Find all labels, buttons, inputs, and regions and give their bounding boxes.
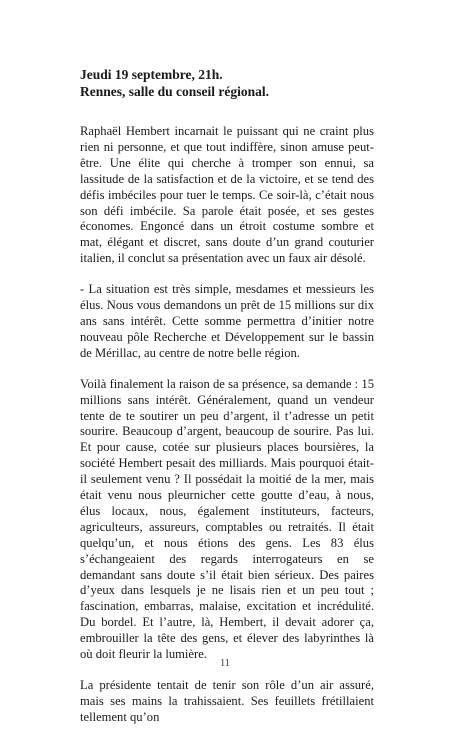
paragraph-2: - La situation est très simple, mesdames et messieurs les élus. Nous vous demandons un prêt de 15 millions sur dix ans sans intérêt. Cette somme permettra d’initier notre nouveau pôle Recherche et Développement sur le bassin de Mérillac, au centre de notre belle région. [80, 282, 374, 360]
heading-date-line: Jeudi 19 septembre, 21h. [80, 67, 223, 82]
page-body [80, 66, 374, 741]
heading-place-line: Rennes, salle du conseil régional. [80, 84, 270, 99]
paragraph-4: La présidente tentait de tenir son rôle d’un air assuré, mais ses mains la trahissaient. Ses feuillets frétillaient tellement qu’on [80, 678, 374, 724]
paragraph-3: Voilà finalement la raison de sa présence, sa demande : 15 millions sans intérêt. Généralement, quand un vendeur tente de te soutirer un peu d’argent, il t’adresse un petit sourire. Beaucoup d’argent, beaucoup de sourire. Pas lui. Et pour cause, cotée sur plusieurs places boursières, la société Hembert pesait des milliards. Mais pourquoi était-il seulement venu ? Il possédait la moitié de la mer, mais était venu nous pleurnicher cette goutte d’eau, à nous, élus locaux, nous, également instituteurs, facteurs, agriculteurs, assureurs, comptables ou retraités. Il était quelqu’un, et nous étions des gens. Les 83 élus s’échangeaient des regards interrogateurs en se demandant sans doute s’il était bien sérieux. Des paires d’yeux dans lesquels je ne lisais rien et un peu tout ; fascination, embarras, malaise, excitation et incrédulité. Du bordel. Et l’autre, là, Hembert, il devait adorer ça, embrouiller la tête des gens, et élever des labyrinthes là où doit fleurir la lumière. [80, 376, 374, 662]
paragraph-1: Raphaël Hembert incarnait le puissant qui ne craint plus rien ni personne, et que tout indiffère, sinon amuse peut-être. Une élite qui cherche à tromper son ennui, sa lassitude de la satisfaction et de la victoire, et se tend des défis imbéciles pour tuer le temps. Ce soir-là, c’était nous son défi imbécile. Sa parole était posée, et ses gestes économes. Engoncé dans un étroit costume sombre et mat, élégant et discret, sans doute d’un grand couturier italien, il conclut sa présentation avec un faux air désolé. [80, 124, 374, 266]
page-number: 11 [220, 658, 230, 669]
chapter-heading [80, 66, 374, 100]
